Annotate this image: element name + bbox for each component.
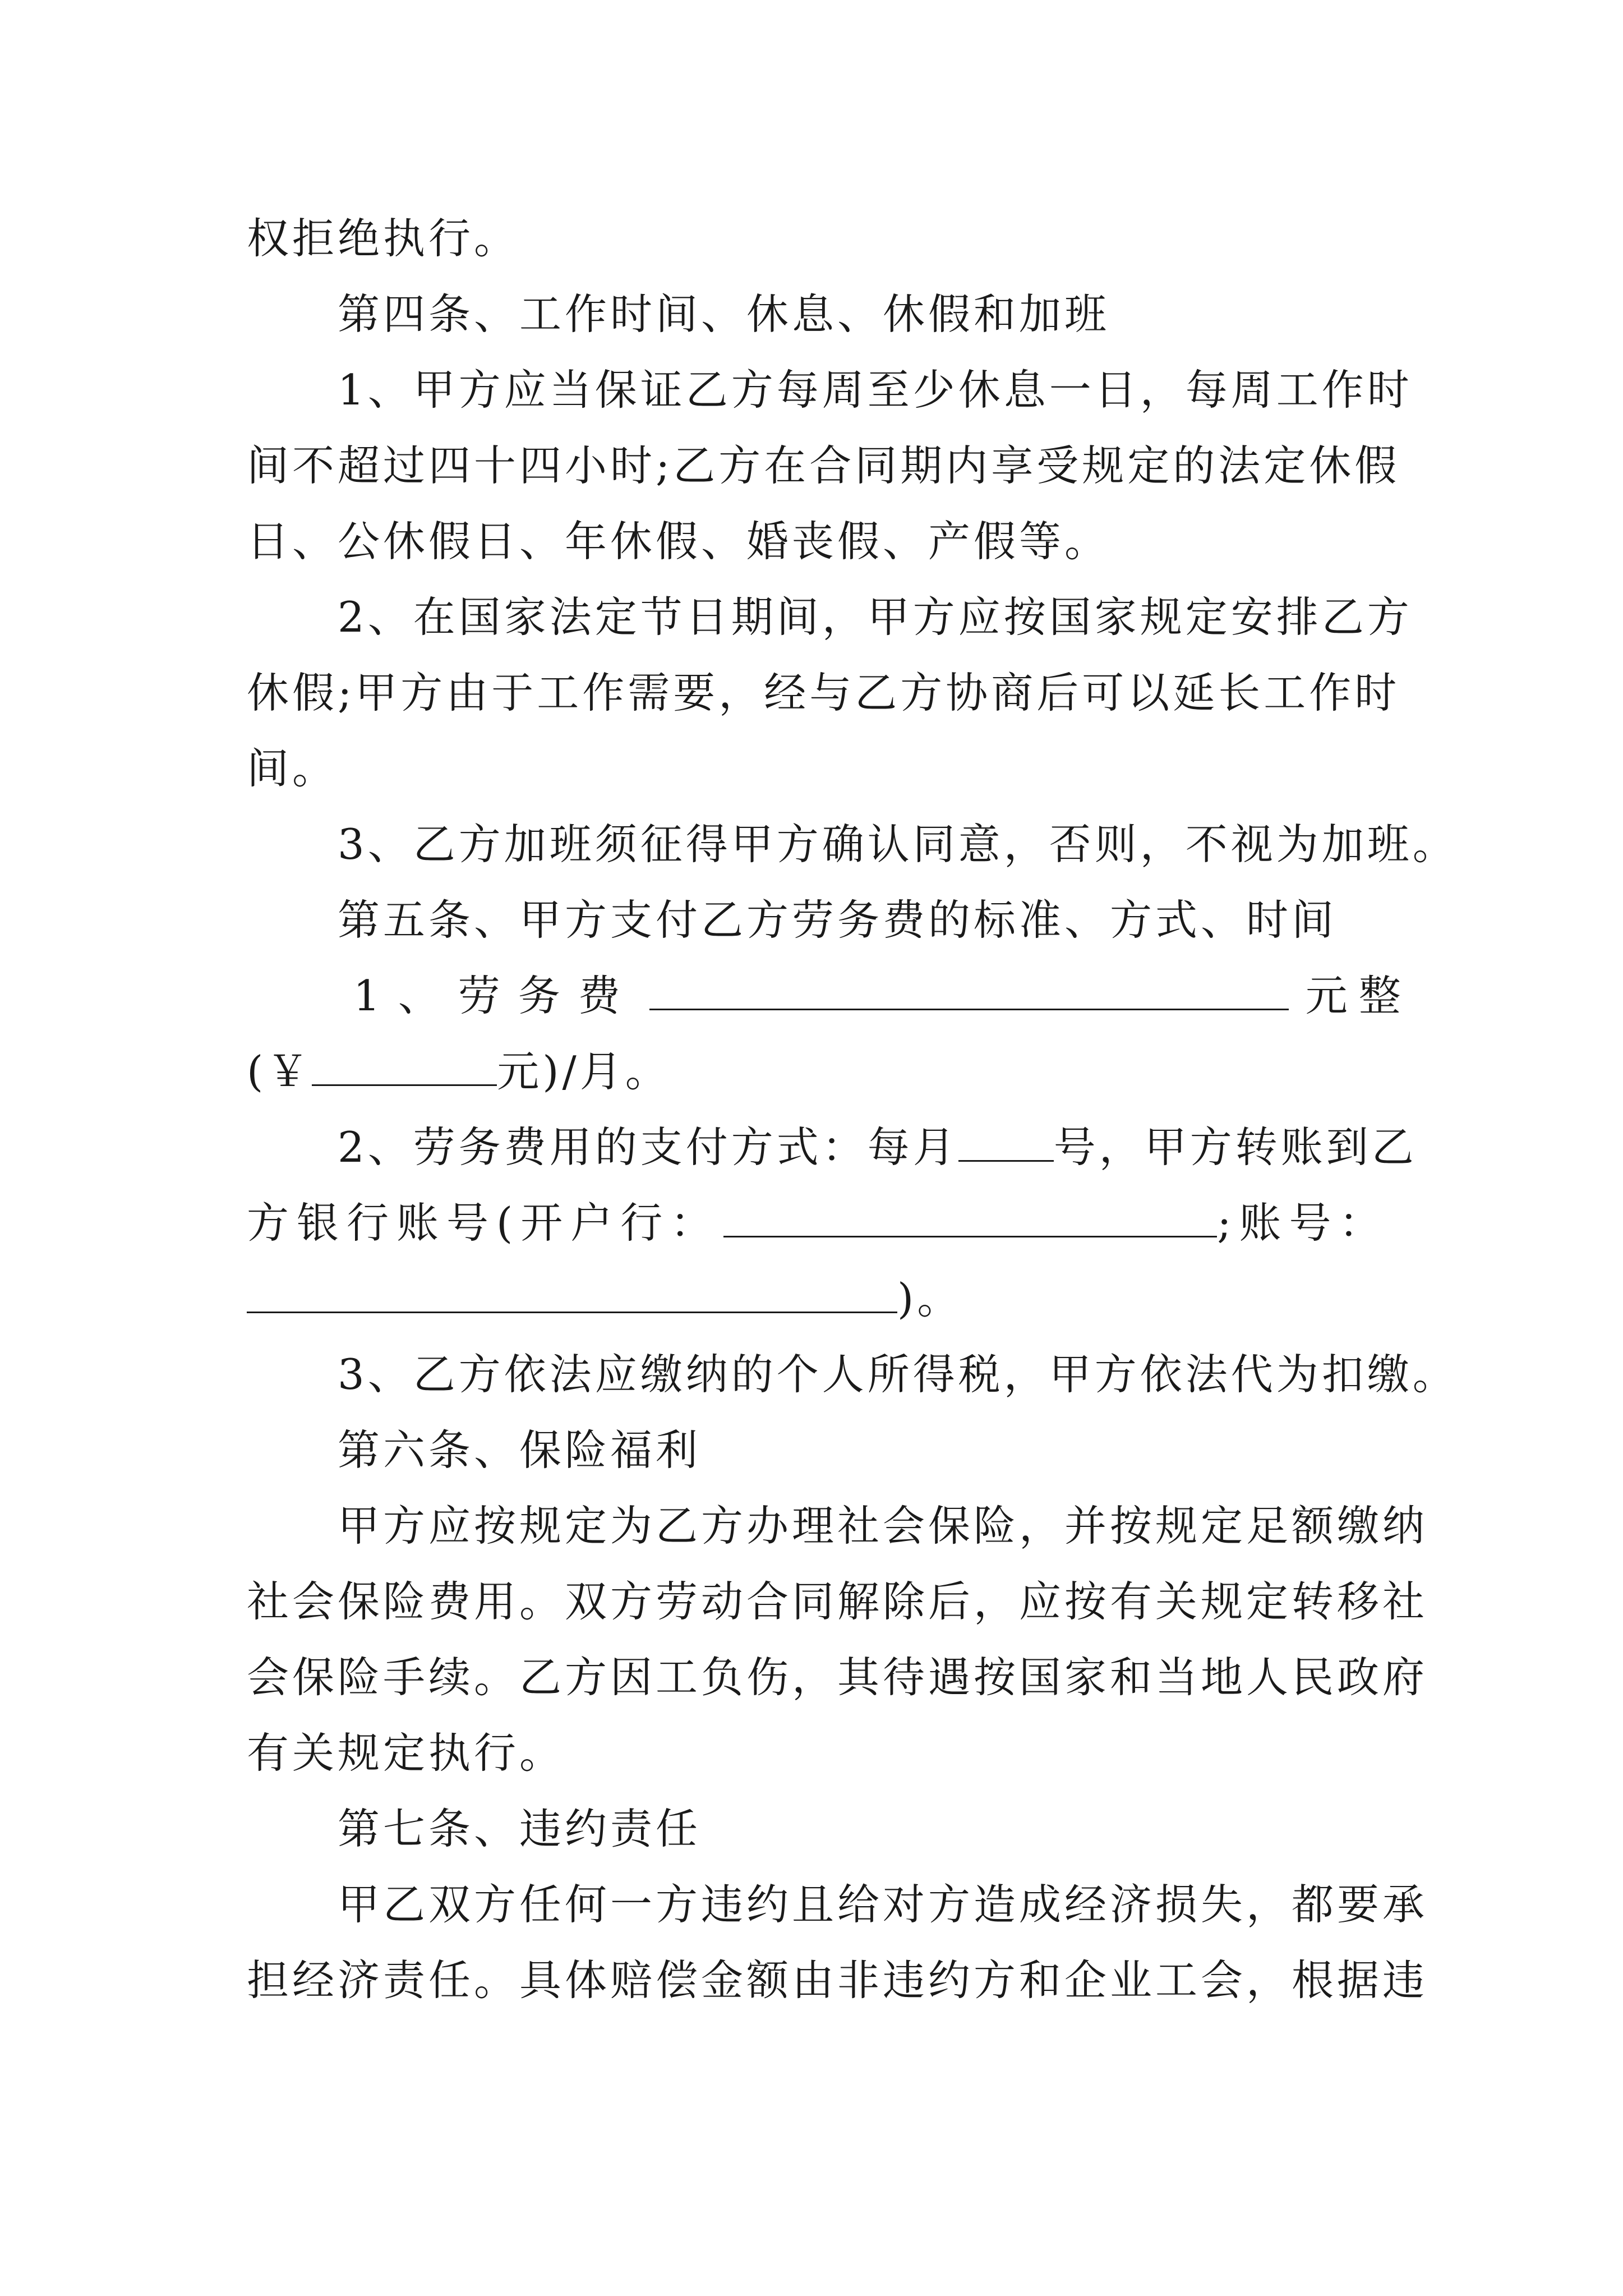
text-line: 担经济责任。具体赔偿金额由非违约方和企业工会，根据违	[247, 1955, 1428, 2005]
section-heading: 第四条、工作时间、休息、休假和加班	[338, 289, 1110, 339]
bank-line	[247, 1196, 1391, 1250]
text-line: 间不超过四十四小时;乙方在合同期内享受规定的法定休假	[247, 441, 1400, 490]
text-line: 有关规定执行。	[247, 1728, 565, 1778]
text-line: 权拒绝执行。	[247, 214, 520, 263]
fee-amount-blank[interactable]	[649, 974, 1289, 1010]
fee-amount-line	[353, 969, 1412, 1023]
text-line: 甲方应按规定为乙方办理社会保险，并按规定足额缴纳	[338, 1501, 1428, 1550]
account-label: ;账号：	[1217, 1198, 1389, 1248]
text-line: 会保险手续。乙方因工负伤，其待遇按国家和当地人民政府	[247, 1653, 1428, 1702]
pay-day-blank[interactable]	[958, 1125, 1054, 1162]
account-number-blank[interactable]	[247, 1277, 897, 1313]
text-line: 2、在国家法定节日期间，甲方应按国家规定安排乙方	[338, 592, 1413, 642]
account-close: )。	[897, 1274, 963, 1323]
fee-number-blank[interactable]	[312, 1050, 497, 1086]
text-line: 日、公休假日、年休假、婚丧假、产假等。	[247, 517, 1110, 566]
bank-label: 方银行账号(开户行：	[247, 1198, 721, 1248]
section-heading: 第五条、甲方支付乙方劳务费的标准、方式、时间	[338, 895, 1338, 945]
section-heading: 第六条、保险福利	[338, 1425, 702, 1475]
payment-method-line	[338, 1120, 1417, 1174]
fee-number-line	[247, 1045, 1391, 1098]
text-line: 3、乙方加班须征得甲方确认同意，否则，不视为加班。	[338, 820, 1458, 869]
fee-label: 1、劳务费	[353, 971, 638, 1020]
text-line: 社会保险费用。双方劳动合同解除后，应按有关规定转移社	[247, 1577, 1428, 1626]
section-heading: 第七条、违约责任	[338, 1804, 702, 1853]
text-line: 间。	[247, 744, 338, 793]
text-line: 1、甲方应当保证乙方每周至少休息一日，每周工作时	[338, 365, 1413, 415]
account-number-line	[247, 1272, 1391, 1326]
text-line: 休假;甲方由于工作需要，经与乙方协商后可以延长工作时	[247, 668, 1400, 717]
fee-number-unit: 元)/月。	[497, 1047, 671, 1096]
text-line: 3、乙方依法应缴纳的个人所得税，甲方依法代为扣缴。	[338, 1350, 1458, 1399]
currency-open: (￥	[247, 1047, 312, 1096]
text-line: 甲乙双方任何一方违约且给对方造成经济损失，都要承	[338, 1880, 1428, 1929]
bank-name-blank[interactable]	[723, 1201, 1217, 1237]
payment-method-tail: 号，甲方转账到乙	[1053, 1122, 1417, 1172]
payment-method-label: 2、劳务费用的支付方式：每月	[338, 1122, 958, 1172]
fee-unit: 元整	[1305, 971, 1412, 1020]
